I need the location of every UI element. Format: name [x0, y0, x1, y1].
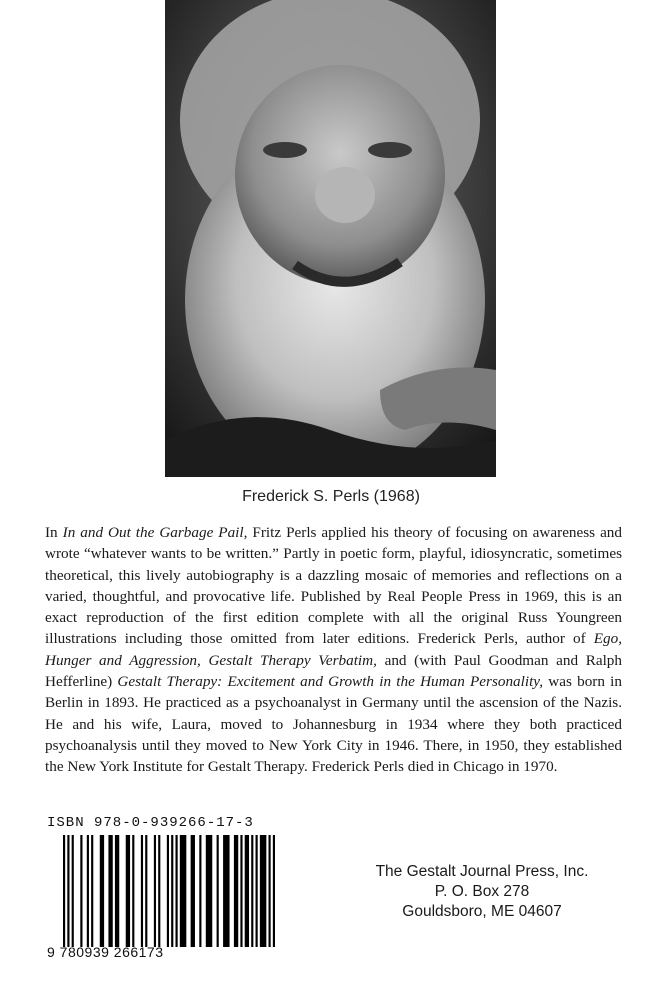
publisher-address-line-2: Gouldsboro, ME 04607 [402, 903, 562, 920]
photo-caption: Frederick S. Perls (1968) [242, 488, 420, 505]
barcode-bar [115, 835, 119, 947]
ean-digits: 9 780939 266173 [47, 944, 164, 960]
barcode-bar [245, 835, 249, 947]
barcode [63, 835, 275, 947]
barcode-bar [126, 835, 130, 947]
barcode-bar [223, 835, 229, 947]
publisher-address-line-1: P. O. Box 278 [434, 883, 530, 900]
book-description [45, 522, 622, 778]
barcode-bar [171, 835, 173, 947]
barcode-bar [91, 835, 93, 947]
barcode-bar [199, 835, 201, 947]
barcode-bar [240, 835, 242, 947]
barcode-bar [217, 835, 219, 947]
barcode-bar [273, 835, 275, 947]
blurb-titles-works: Ego, Hunger and Aggression, Gestalt Therapy Verbatim, [45, 630, 622, 669]
blurb-title-gestalt-therapy: Gestalt Therapy: Excitement and Growth in the Human Personality, [117, 673, 544, 691]
blurb-title-garbage-pail: In and Out the Garbage Pail, [62, 524, 248, 541]
author-portrait-photo [165, 0, 496, 477]
barcode-bar [251, 835, 253, 947]
barcode-bar [256, 835, 258, 947]
barcode-bar [260, 835, 266, 947]
barcode-bar [100, 835, 104, 947]
publisher-address [352, 862, 612, 922]
barcode-bar [72, 835, 74, 947]
barcode-bar [108, 835, 112, 947]
barcode-bar [175, 835, 177, 947]
blurb-text-4: was born in Berlin in 1893. He practiced as a psychoanalyst in Germany until the ascension of the Nazis. He and his wife, Laura, moved to Johannesburg in 1934 where they both practiced psychoanalysis until they moved to New York City in 1946. There, in 1950, they established the New York Institute for Gestalt Therapy. Frederick Perls died in Chicago in 1970. [45, 673, 622, 776]
barcode-bar [63, 835, 65, 947]
barcode-bar [158, 835, 160, 947]
barcode-bar [234, 835, 238, 947]
portrait-illustration [165, 0, 496, 477]
barcode-bar [180, 835, 186, 947]
barcode-bar [132, 835, 134, 947]
barcode-bar [206, 835, 212, 947]
blurb-text-2: Fritz Perls applied his theory of focusing on awareness and wrote “whatever wants to be written.” Partly in poetic form, playful, idiosyncratic, sometimes theoretical, this lively autobiography is a dazzling mosaic of memories and reflections on a varied, thoughtful, and provocative life. Published by Real People Press in 1969, this is an exact reproduction of the first edition complete with all the original Russ Youngreen illustrations including those omitted from later editions. Frederick Perls, author of [45, 524, 622, 648]
blurb-text-3: and (with Paul Goodman and Ralph Hefferline) [45, 651, 622, 691]
blurb-text-1: In [45, 524, 63, 541]
barcode-block [43, 815, 280, 963]
barcode-bar [141, 835, 143, 947]
barcode-bar [80, 835, 82, 947]
barcode-bar [191, 835, 195, 947]
barcode-bar [145, 835, 147, 947]
barcode-bars [63, 835, 275, 947]
barcode-bar [87, 835, 89, 947]
barcode-bar [154, 835, 156, 947]
publisher-name: The Gestalt Journal Press, Inc. [375, 863, 589, 880]
isbn-label: ISBN 978-0-939266-17-3 [47, 815, 254, 831]
barcode-bar [67, 835, 69, 947]
barcode-bar [269, 835, 271, 947]
barcode-bar [167, 835, 169, 947]
